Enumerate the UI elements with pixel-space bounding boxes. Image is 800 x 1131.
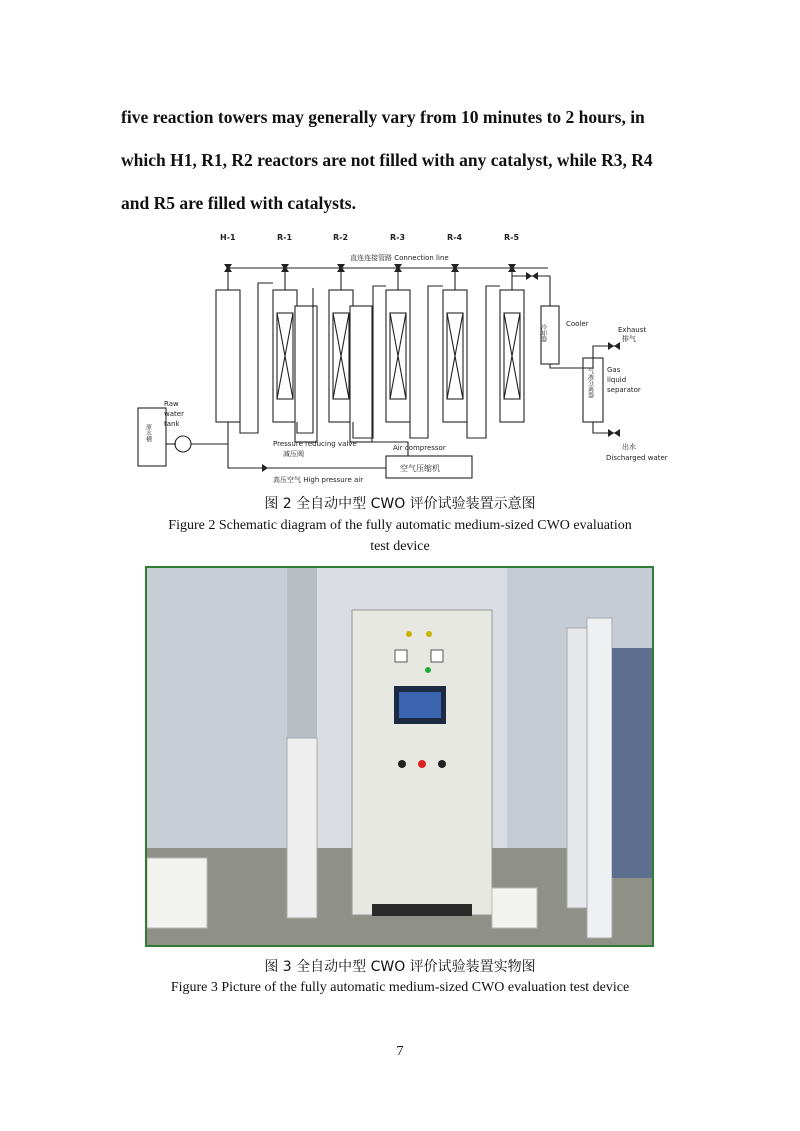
- raw-tank-label-en2: water: [164, 410, 184, 418]
- paragraph-line-2: which H1, R1, R2 reactors are not filled with any catalyst, while R3, R4: [121, 150, 653, 170]
- compressor-label-zh: 空气压缩机: [400, 464, 440, 473]
- paragraph-line-3: and R5 are filled with catalysts.: [121, 193, 356, 213]
- figure-3-caption-zh: 图 3 全自动中型 CWO 评价试验装置实物图: [264, 959, 536, 975]
- tower-label-r4: R-4: [447, 233, 463, 242]
- tower-h1: [216, 290, 240, 422]
- exhaust-label-zh: 排气: [622, 335, 636, 343]
- figure-2-caption-zh: 图 2 全自动中型 CWO 评价试验装置示意图: [264, 496, 536, 512]
- tower-label-r5: R-5: [504, 233, 520, 242]
- schematic-diagram: [128, 228, 678, 490]
- figure-2-caption-en-line-2: test device: [370, 539, 430, 554]
- raw-tank-label-zh: 原水槽: [144, 424, 152, 442]
- figure-2-caption-en-line-1: Figure 2 Schematic diagram of the fully automatic medium-sized CWO evaluation: [168, 518, 632, 533]
- prv-label-en: Pressure reducing valve: [273, 440, 357, 448]
- connection-line-label: 直连连接管路 Connection line: [350, 254, 449, 262]
- tower-label-r2: R-2: [333, 233, 349, 242]
- figure-3-caption-en: Figure 3 Picture of the fully automatic medium-sized CWO evaluation test device: [170, 980, 630, 995]
- hp-air-label: 高压空气 High pressure air: [273, 476, 364, 484]
- paragraph-line-1: five reaction towers may generally vary from 10 minutes to 2 hours, in: [121, 107, 645, 127]
- equipment-photo-drawing: [147, 568, 652, 945]
- raw-tank-label-en3: tank: [164, 420, 180, 428]
- separator-label-zh: 气液分离器: [586, 368, 594, 398]
- separator-label-en2: liquid: [607, 376, 627, 384]
- body-paragraph: [121, 96, 681, 225]
- tower-label-r3: R-3: [390, 233, 406, 242]
- compressor-label-en: Air compressor: [393, 444, 446, 452]
- raw-tank-label-en1: Raw: [164, 400, 179, 408]
- page-number: 7: [396, 1044, 404, 1059]
- exhaust-label-en: Exhaust: [618, 326, 647, 334]
- prv-label-zh: 减压阀: [283, 450, 304, 458]
- cooler-label-en: Cooler: [566, 320, 589, 328]
- tower-label-r1: R-1: [277, 233, 293, 242]
- equipment-photo: [145, 566, 654, 947]
- separator-label-en1: Gas: [607, 366, 621, 374]
- separator-label-en3: separator: [607, 386, 641, 394]
- cooler-label-zh: 冷却器: [539, 324, 547, 342]
- outlet-label-zh: 出水: [622, 443, 636, 451]
- tower-label-h1: H-1: [220, 233, 236, 242]
- outlet-label-en: Discharged water: [606, 454, 668, 462]
